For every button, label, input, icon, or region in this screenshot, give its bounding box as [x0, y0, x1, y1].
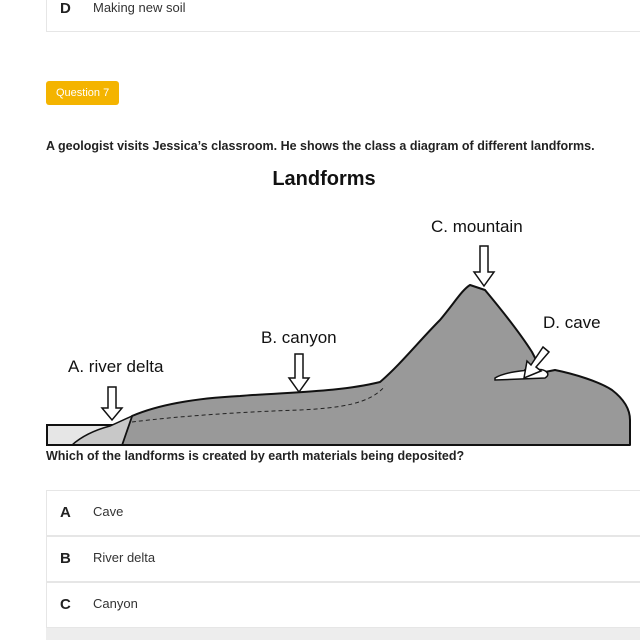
- option-b[interactable]: [46, 536, 640, 582]
- arrow-canyon: [289, 354, 309, 392]
- option-a[interactable]: [46, 490, 640, 536]
- diagram-title: Landforms: [272, 168, 376, 190]
- label-river-delta: A. river delta: [68, 357, 164, 376]
- landform-mass: [122, 285, 630, 445]
- option-text: Making new soil: [93, 0, 186, 15]
- option-text: Canyon: [93, 596, 138, 611]
- question-prompt: Which of the landforms is created by earth materials being deposited?: [46, 449, 465, 463]
- next-option-edge[interactable]: [46, 628, 640, 640]
- label-cave: D. cave: [543, 313, 601, 332]
- option-letter: B: [60, 550, 71, 567]
- option-text: River delta: [93, 550, 156, 565]
- label-canyon: B. canyon: [261, 328, 337, 347]
- option-letter: A: [60, 504, 71, 521]
- option-letter: D: [60, 0, 71, 17]
- prev-option-d[interactable]: [46, 0, 640, 32]
- option-c[interactable]: [46, 582, 640, 628]
- label-mountain: C. mountain: [431, 217, 523, 236]
- arrow-mountain: [474, 246, 494, 286]
- arrow-river-delta: [102, 387, 122, 420]
- landforms-diagram: [0, 160, 640, 460]
- question-intro: A geologist visits Jessica’s classroom. He shows the class a diagram of different landforms.: [46, 139, 595, 153]
- question-number-badge: Question 7: [46, 81, 119, 105]
- option-text: Cave: [93, 504, 124, 519]
- option-letter: C: [60, 596, 71, 613]
